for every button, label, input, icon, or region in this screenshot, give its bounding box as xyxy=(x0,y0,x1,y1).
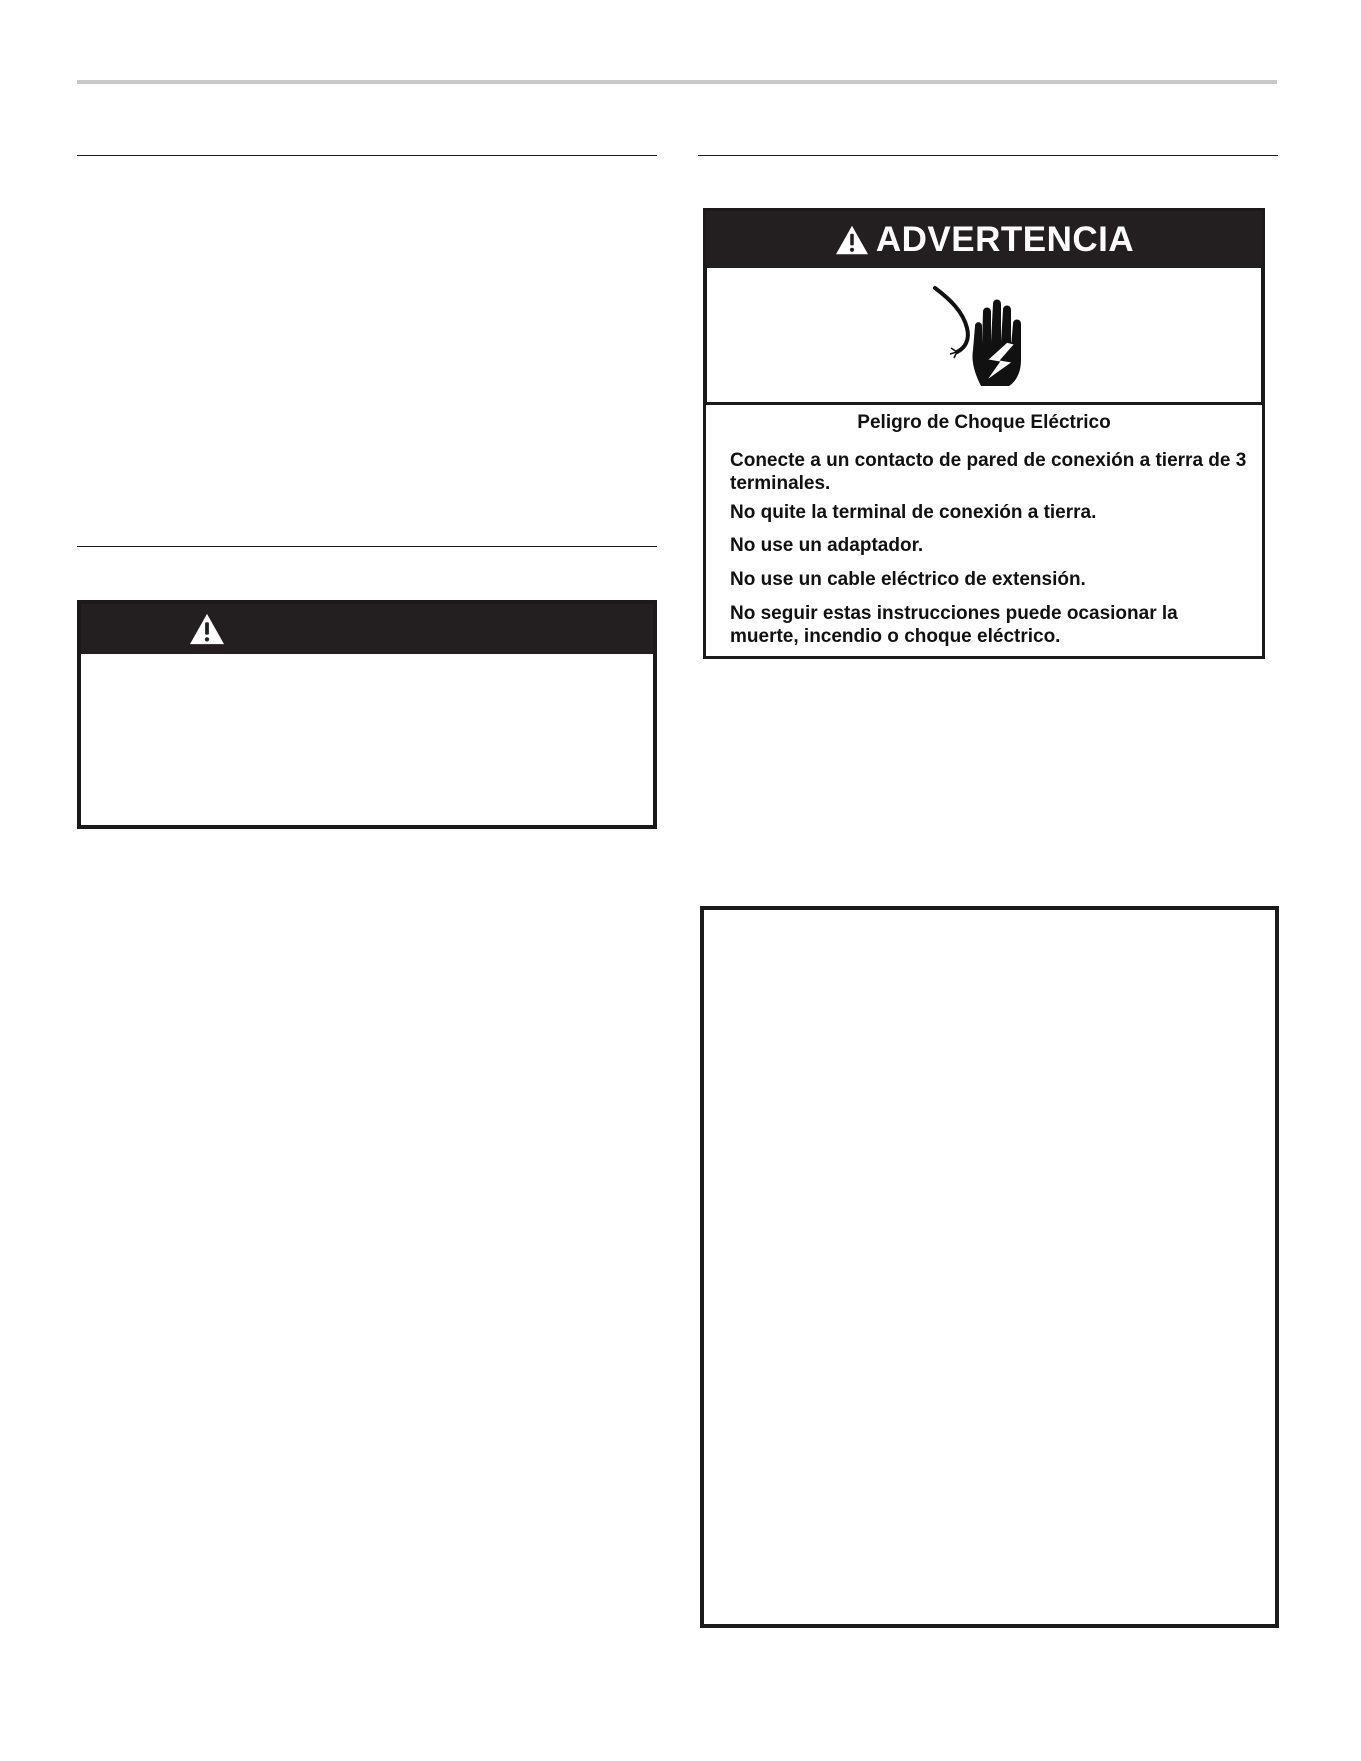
advertencia-line-3: No use un adaptador. xyxy=(730,535,924,556)
advertencia-header xyxy=(706,211,1262,268)
advertencia-box xyxy=(703,208,1265,659)
advertencia-line-4: No use un cable eléctrico de extensión. xyxy=(730,569,1086,590)
left-warning-box xyxy=(77,600,657,829)
advertencia-line-2: No quite la terminal de conexión a tierra. xyxy=(730,502,1097,523)
shock-icon-area xyxy=(706,268,1262,405)
advertencia-subtitle: Peligro de Choque Eléctrico xyxy=(857,412,1111,433)
top-rule xyxy=(77,80,1277,84)
advertencia-line-1: Conecte a un contacto de pared de conexión a tierra de 3 terminales. xyxy=(730,450,1247,494)
warning-triangle-icon xyxy=(188,612,226,646)
advertencia-title: ADVERTENCIA xyxy=(875,219,1135,259)
left-section-rule-2 xyxy=(77,546,657,547)
electric-shock-hand-icon xyxy=(929,282,1039,394)
warning-triangle-icon xyxy=(834,224,870,256)
left-warning-header xyxy=(81,604,653,654)
advertencia-line-5: No seguir estas instrucciones puede ocasionar la muerte, incendio o choque eléctrico. xyxy=(730,603,1178,647)
left-section-rule-1 xyxy=(77,155,657,156)
empty-bordered-box xyxy=(700,906,1279,1628)
right-section-rule xyxy=(698,155,1278,156)
